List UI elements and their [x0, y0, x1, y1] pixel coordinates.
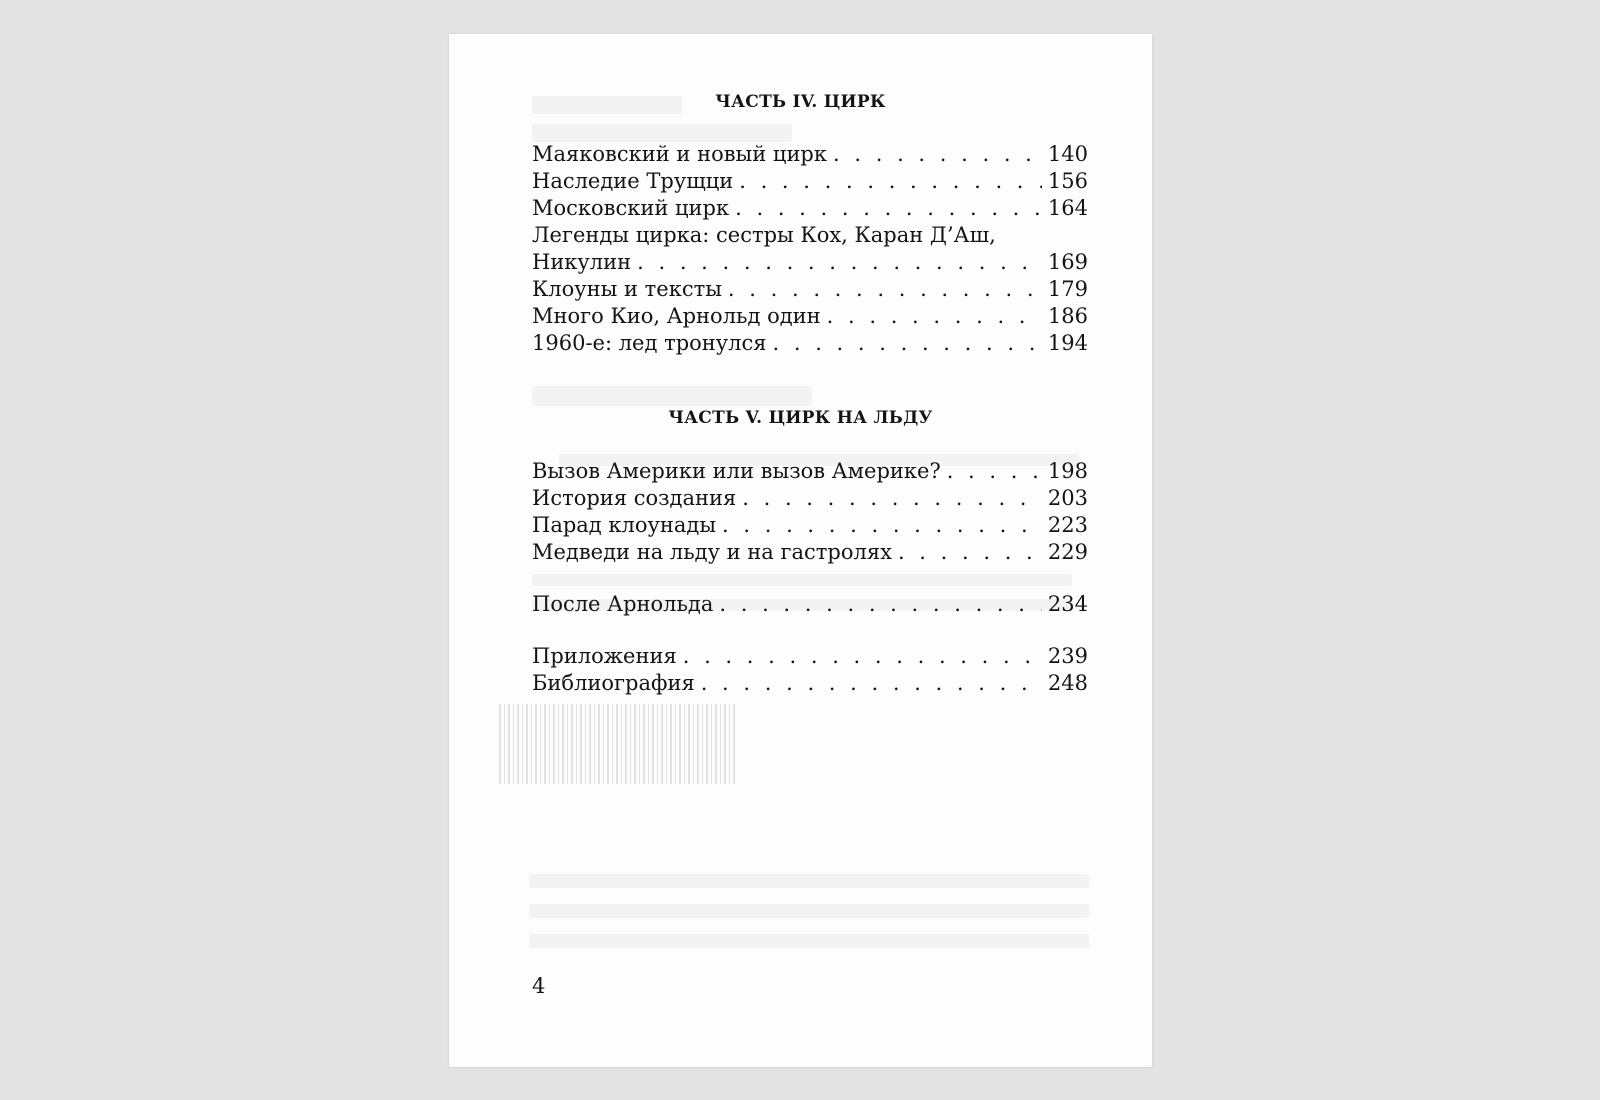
toc-entry[interactable] — [532, 643, 1088, 670]
show-through-block — [532, 124, 792, 142]
toc-gap — [532, 566, 1088, 591]
toc-entry[interactable] — [532, 670, 1088, 697]
toc-entry-title: Легенды цирка: сестры Кох, Каран Д’Аш, — [532, 223, 996, 247]
toc-entry[interactable] — [532, 141, 1088, 168]
toc-entry[interactable] — [532, 195, 1088, 222]
part-4-heading: ЧАСТЬ IV. ЦИРК — [715, 92, 886, 112]
toc-entry-title: Медведи на льду и на гастролях — [532, 540, 892, 564]
toc-entry[interactable] — [532, 485, 1088, 512]
toc-entry[interactable] — [532, 591, 1088, 618]
toc-entry-page: 186 — [1047, 304, 1088, 328]
show-through-barcode — [499, 704, 735, 784]
toc-entry-page: 198 — [1047, 459, 1088, 483]
toc-entry-title: Клоуны и тексты — [532, 277, 722, 301]
toc-entry[interactable] — [532, 330, 1088, 357]
toc-entry-title: История создания — [532, 486, 737, 510]
toc-entry-page: 179 — [1047, 277, 1088, 301]
dot-leader — [683, 643, 1042, 670]
dot-leader — [898, 539, 1042, 566]
dot-leader — [742, 485, 1042, 512]
toc-entry-page: 234 — [1047, 592, 1088, 616]
toc-entry-page: 194 — [1047, 331, 1088, 355]
dot-leader — [833, 141, 1042, 168]
dot-leader — [728, 276, 1042, 303]
dot-leader — [773, 330, 1042, 357]
toc-gap — [532, 618, 1088, 643]
dot-leader — [947, 458, 1042, 485]
toc-entry-page: 140 — [1047, 142, 1088, 166]
toc-entry-title: Московский цирк — [532, 196, 730, 220]
part-4-toc — [532, 141, 1088, 357]
page-number: 4 — [532, 974, 546, 998]
part-5-toc — [532, 458, 1088, 697]
dot-leader — [722, 512, 1042, 539]
show-through-block — [529, 934, 1089, 948]
toc-entry-title: Приложения — [532, 644, 677, 668]
toc-entry[interactable] — [532, 276, 1088, 303]
toc-entry-page: 223 — [1047, 513, 1088, 537]
dot-leader — [701, 670, 1042, 697]
toc-entry[interactable] — [532, 539, 1088, 566]
book-page — [449, 34, 1152, 1067]
toc-entry-page: 203 — [1047, 486, 1088, 510]
toc-entry-continuation[interactable] — [532, 249, 1088, 276]
dot-leader — [637, 249, 1042, 276]
dot-leader — [739, 168, 1042, 195]
toc-entry[interactable] — [532, 168, 1088, 195]
dot-leader — [827, 303, 1042, 330]
toc-entry-page: 248 — [1047, 671, 1088, 695]
toc-entry-title: Наследие Трущци — [532, 169, 734, 193]
toc-entry-page: 239 — [1047, 644, 1088, 668]
toc-entry-first-line[interactable] — [532, 222, 1088, 249]
show-through-block — [529, 874, 1089, 888]
toc-entry-title: Вызов Америки или вызов Америке? — [532, 459, 941, 483]
toc-entry-title: 1960-е: лед тронулся — [532, 331, 767, 355]
show-through-block — [529, 904, 1089, 918]
dot-leader — [735, 195, 1042, 222]
toc-entry-page: 229 — [1047, 540, 1088, 564]
dot-leader — [719, 591, 1042, 618]
toc-entry[interactable] — [532, 458, 1088, 485]
toc-entry-title: Парад клоунады — [532, 513, 717, 537]
toc-entry-page: 156 — [1047, 169, 1088, 193]
toc-entry-page: 169 — [1047, 250, 1088, 274]
toc-entry-title-continued: Никулин — [532, 250, 632, 274]
toc-entry[interactable] — [532, 512, 1088, 539]
toc-entry-title: Маяковский и новый цирк — [532, 142, 828, 166]
toc-entry[interactable] — [532, 303, 1088, 330]
toc-entry-title: После Арнольда — [532, 592, 714, 616]
toc-entry-title: Много Кио, Арнольд один — [532, 304, 821, 328]
toc-entry-title: Библиография — [532, 671, 695, 695]
toc-entry-page: 164 — [1047, 196, 1088, 220]
show-through-block — [532, 386, 812, 406]
part-5-heading: ЧАСТЬ V. ЦИРК НА ЛЬДУ — [668, 408, 933, 428]
